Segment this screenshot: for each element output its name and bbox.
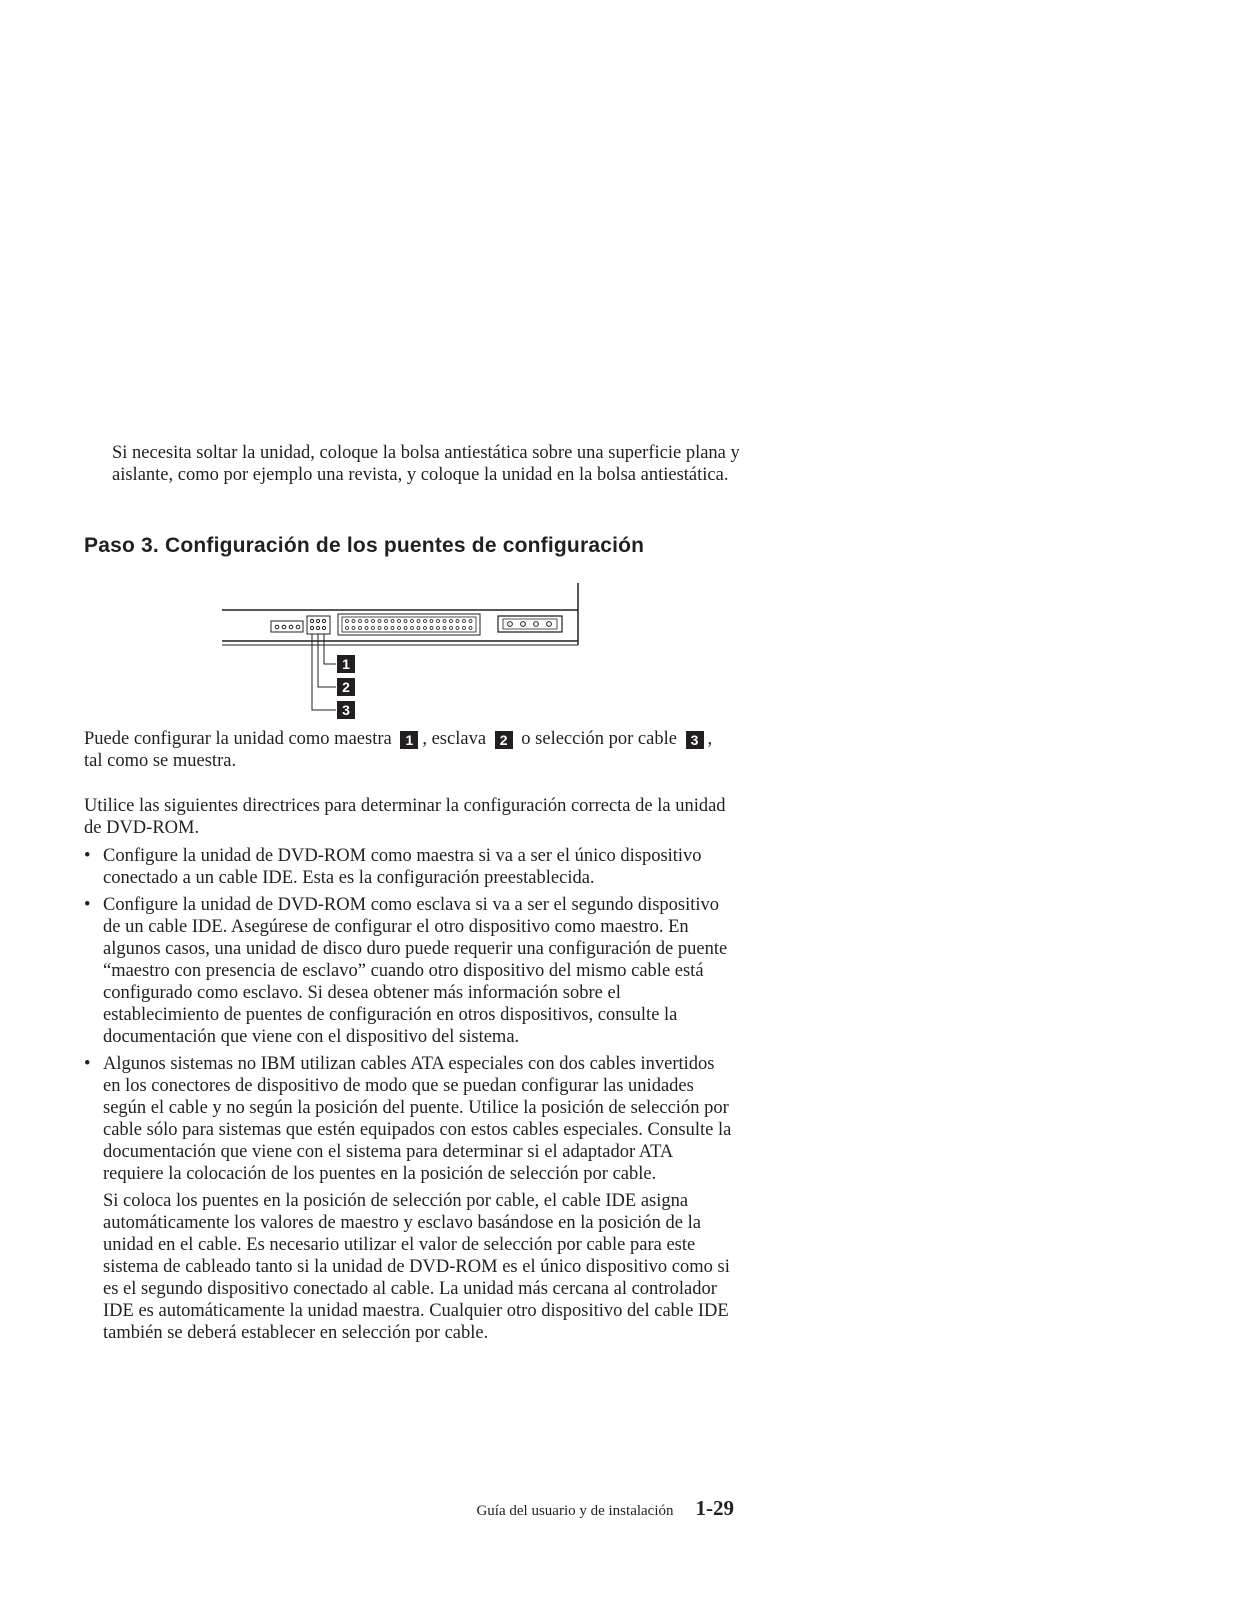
- callout-1-badge: [337, 655, 355, 673]
- list-item-text: Configure la unidad de DVD-ROM como maestra si va a ser el único dispositivo conectado a un cable IDE. Esta es la configuración preestablecida.: [103, 846, 702, 888]
- ide-pin: [424, 620, 427, 623]
- configuration-paragraph: [84, 728, 734, 772]
- power-connector: [498, 616, 562, 632]
- ide-pin: [437, 627, 440, 630]
- jumper-diagram: [222, 583, 592, 723]
- ide-pin: [359, 620, 362, 623]
- ide-pin: [404, 620, 407, 623]
- guidelines-list: [84, 845, 734, 1349]
- ide-pin: [378, 620, 381, 623]
- list-item-text: Configure la unidad de DVD-ROM como esclava si va a ser el segundo dispositivo de un cable IDE. Asegúrese de configurar el otro dispositivo como maestro. En algunos casos, una unidad de disco duro puede requerir una configuración de puente “maestro con presencia de esclavo” cuando otro dispositivo del mismo cable está configurado como esclavo. Si desea obtener más información sobre el establecimiento de puentes de configuración en otros dispositivos, consulte la documentación que viene con el dispositivo del sistema.: [103, 895, 728, 1047]
- ide-pin: [372, 627, 375, 630]
- page-number: 1-29: [695, 1496, 734, 1520]
- ide-pin: [411, 627, 414, 630]
- ide-pin: [391, 620, 394, 623]
- ide-pin: [365, 620, 368, 623]
- intro-paragraph: Si necesita soltar la unidad, coloque la bolsa antiestática sobre una superficie plana y aislante, como por ejemplo una revista, y coloque la unidad en la bolsa antiestática.: [112, 443, 740, 485]
- ide-pin: [450, 627, 453, 630]
- callout-1-label: 1: [342, 656, 350, 672]
- inline-callout-2: 2: [495, 731, 513, 749]
- drive-rear-illustration: [222, 583, 592, 723]
- inline-callout-1: 1: [400, 731, 418, 749]
- callout-2-label: 2: [342, 679, 350, 695]
- bullet-mark: •: [84, 846, 91, 866]
- ide-pin: [359, 627, 362, 630]
- callout-2-badge: [337, 678, 355, 696]
- ide-pin: [352, 627, 355, 630]
- inline-callout-3: 3: [686, 731, 704, 749]
- ide-pin: [346, 627, 349, 630]
- section-heading: Paso 3. Configuración de los puentes de configuración: [84, 534, 645, 557]
- config-text-4: , tal como se muestra.: [84, 729, 713, 771]
- audio-connector: [271, 621, 303, 632]
- callout-3-label: 3: [342, 702, 350, 718]
- ide-pin: [398, 620, 401, 623]
- ide-pin: [463, 620, 466, 623]
- ide-pin: [469, 620, 472, 623]
- ide-pin: [378, 627, 381, 630]
- ide-pin: [372, 620, 375, 623]
- ide-pin: [463, 627, 466, 630]
- guidelines-paragraph: Utilice las siguientes directrices para determinar la configuración correcta de la unidad de DVD-ROM.: [84, 796, 726, 838]
- page-footer: [476, 1496, 734, 1521]
- ide-pin: [424, 627, 427, 630]
- list-item: [84, 845, 734, 889]
- ide-pin: [391, 627, 394, 630]
- config-text-3: o selección por cable: [521, 729, 677, 749]
- ide-connector: [338, 614, 480, 635]
- ide-pin: [385, 620, 388, 623]
- ide-pin: [411, 620, 414, 623]
- ide-pin: [456, 620, 459, 623]
- ide-pin: [443, 620, 446, 623]
- ide-pin: [456, 627, 459, 630]
- callout-3-badge: [337, 701, 355, 719]
- jumper-block: [307, 616, 330, 634]
- bullet-mark: •: [84, 1054, 91, 1074]
- ide-pin: [417, 620, 420, 623]
- ide-pin: [404, 627, 407, 630]
- config-text-1: Puede configurar la unidad como maestra: [84, 729, 392, 749]
- ide-pin: [430, 620, 433, 623]
- footer-title: Guía del usuario y de instalación: [476, 1503, 674, 1519]
- list-item-followup: Si coloca los puentes en la posición de selección por cable, el cable IDE asigna automáticamente los valores de maestro y esclavo basándose en la posición de la unidad en el cable. Es necesario utilizar el valor de selección por cable para este sistema de cableado tanto si la unidad de DVD-ROM es el único dispositivo como si es el segundo dispositivo conectado al cable. La unidad más cercana al controlador IDE es automáticamente la unidad maestra. Cualquier otro dispositivo del cable IDE también se deberá establecer en selección por cable.: [103, 1191, 730, 1343]
- ide-pin: [352, 620, 355, 623]
- ide-pin: [385, 627, 388, 630]
- bullet-mark: •: [84, 895, 91, 915]
- ide-pin: [469, 627, 472, 630]
- ide-pin: [430, 627, 433, 630]
- list-item-text: Algunos sistemas no IBM utilizan cables ATA especiales con dos cables invertidos en los conectores de dispositivo de modo que se puedan configurar las unidades según el cable y no según la posición del puente. Utilice la posición de selección por cable sólo para sistemas que estén equipados con estos cables especiales. Consulte la documentación que viene con el sistema para determinar si el adaptador ATA requiere la colocación de los puentes en la posición de selección por cable.: [103, 1054, 732, 1184]
- config-text-2: , esclava: [422, 729, 487, 749]
- ide-pin: [346, 620, 349, 623]
- list-item: [84, 1053, 734, 1344]
- ide-pin: [417, 627, 420, 630]
- ide-pin: [365, 627, 368, 630]
- ide-pin: [437, 620, 440, 623]
- ide-pin: [443, 627, 446, 630]
- ide-pin: [450, 620, 453, 623]
- ide-pin: [398, 627, 401, 630]
- list-item: [84, 894, 734, 1048]
